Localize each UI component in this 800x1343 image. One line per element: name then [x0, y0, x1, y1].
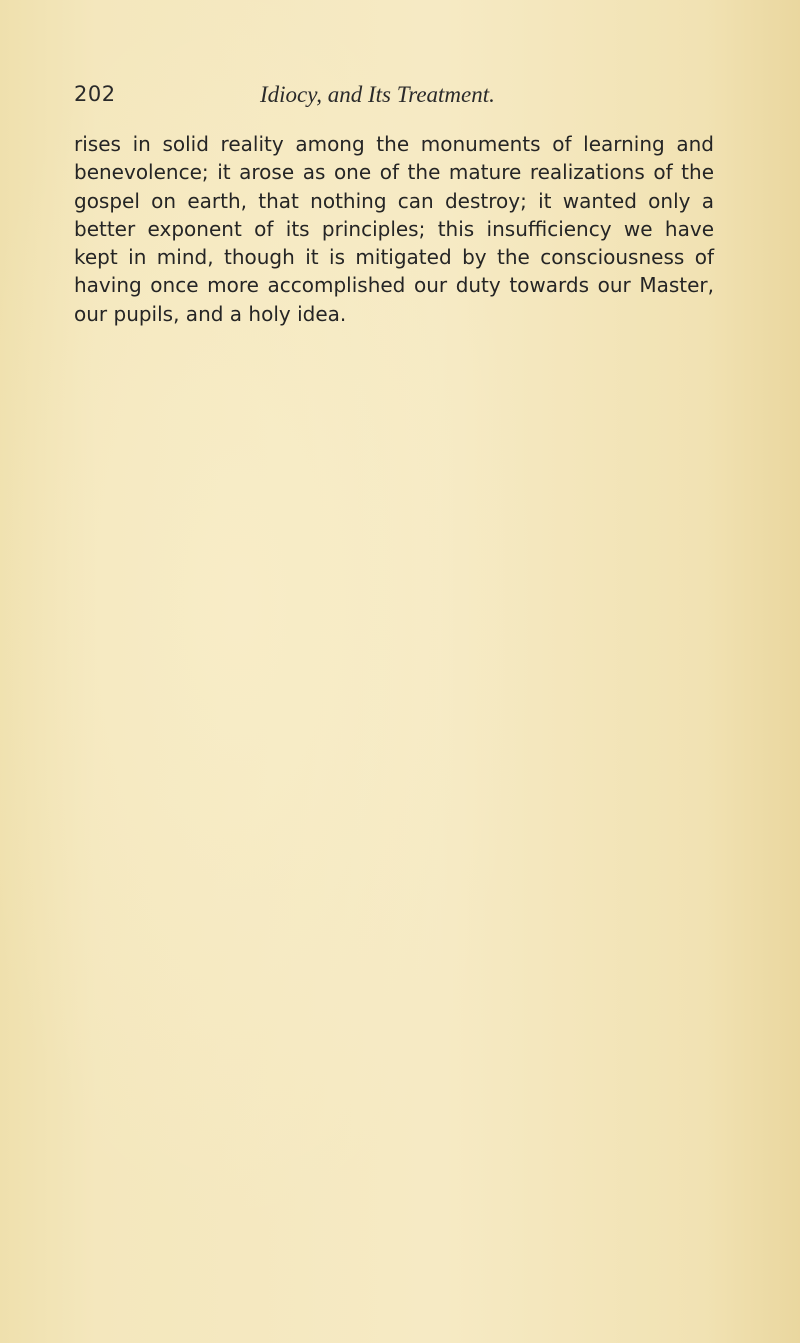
- text-line: gospel on earth, that nothing can destroy; it wanted only a: [74, 188, 714, 213]
- running-title: Idiocy, and Its Treatment.: [260, 82, 495, 107]
- text-line: better exponent of its principles; this insufficiency we have: [74, 216, 714, 241]
- page-number: 202: [74, 82, 116, 106]
- text-line: our pupils, and a holy idea.: [74, 301, 347, 326]
- text-line: having once more accomplished our duty towards our Master,: [74, 273, 714, 298]
- text-line: kept in mind, though it is mitigated by the consciousness of: [74, 245, 714, 270]
- body-paragraph: [74, 130, 714, 328]
- running-head: [74, 82, 714, 112]
- text-line: rises in solid reality among the monuments of learning and: [74, 132, 714, 156]
- text-line: benevolence; it arose as one of the mature realizations of the: [74, 160, 714, 185]
